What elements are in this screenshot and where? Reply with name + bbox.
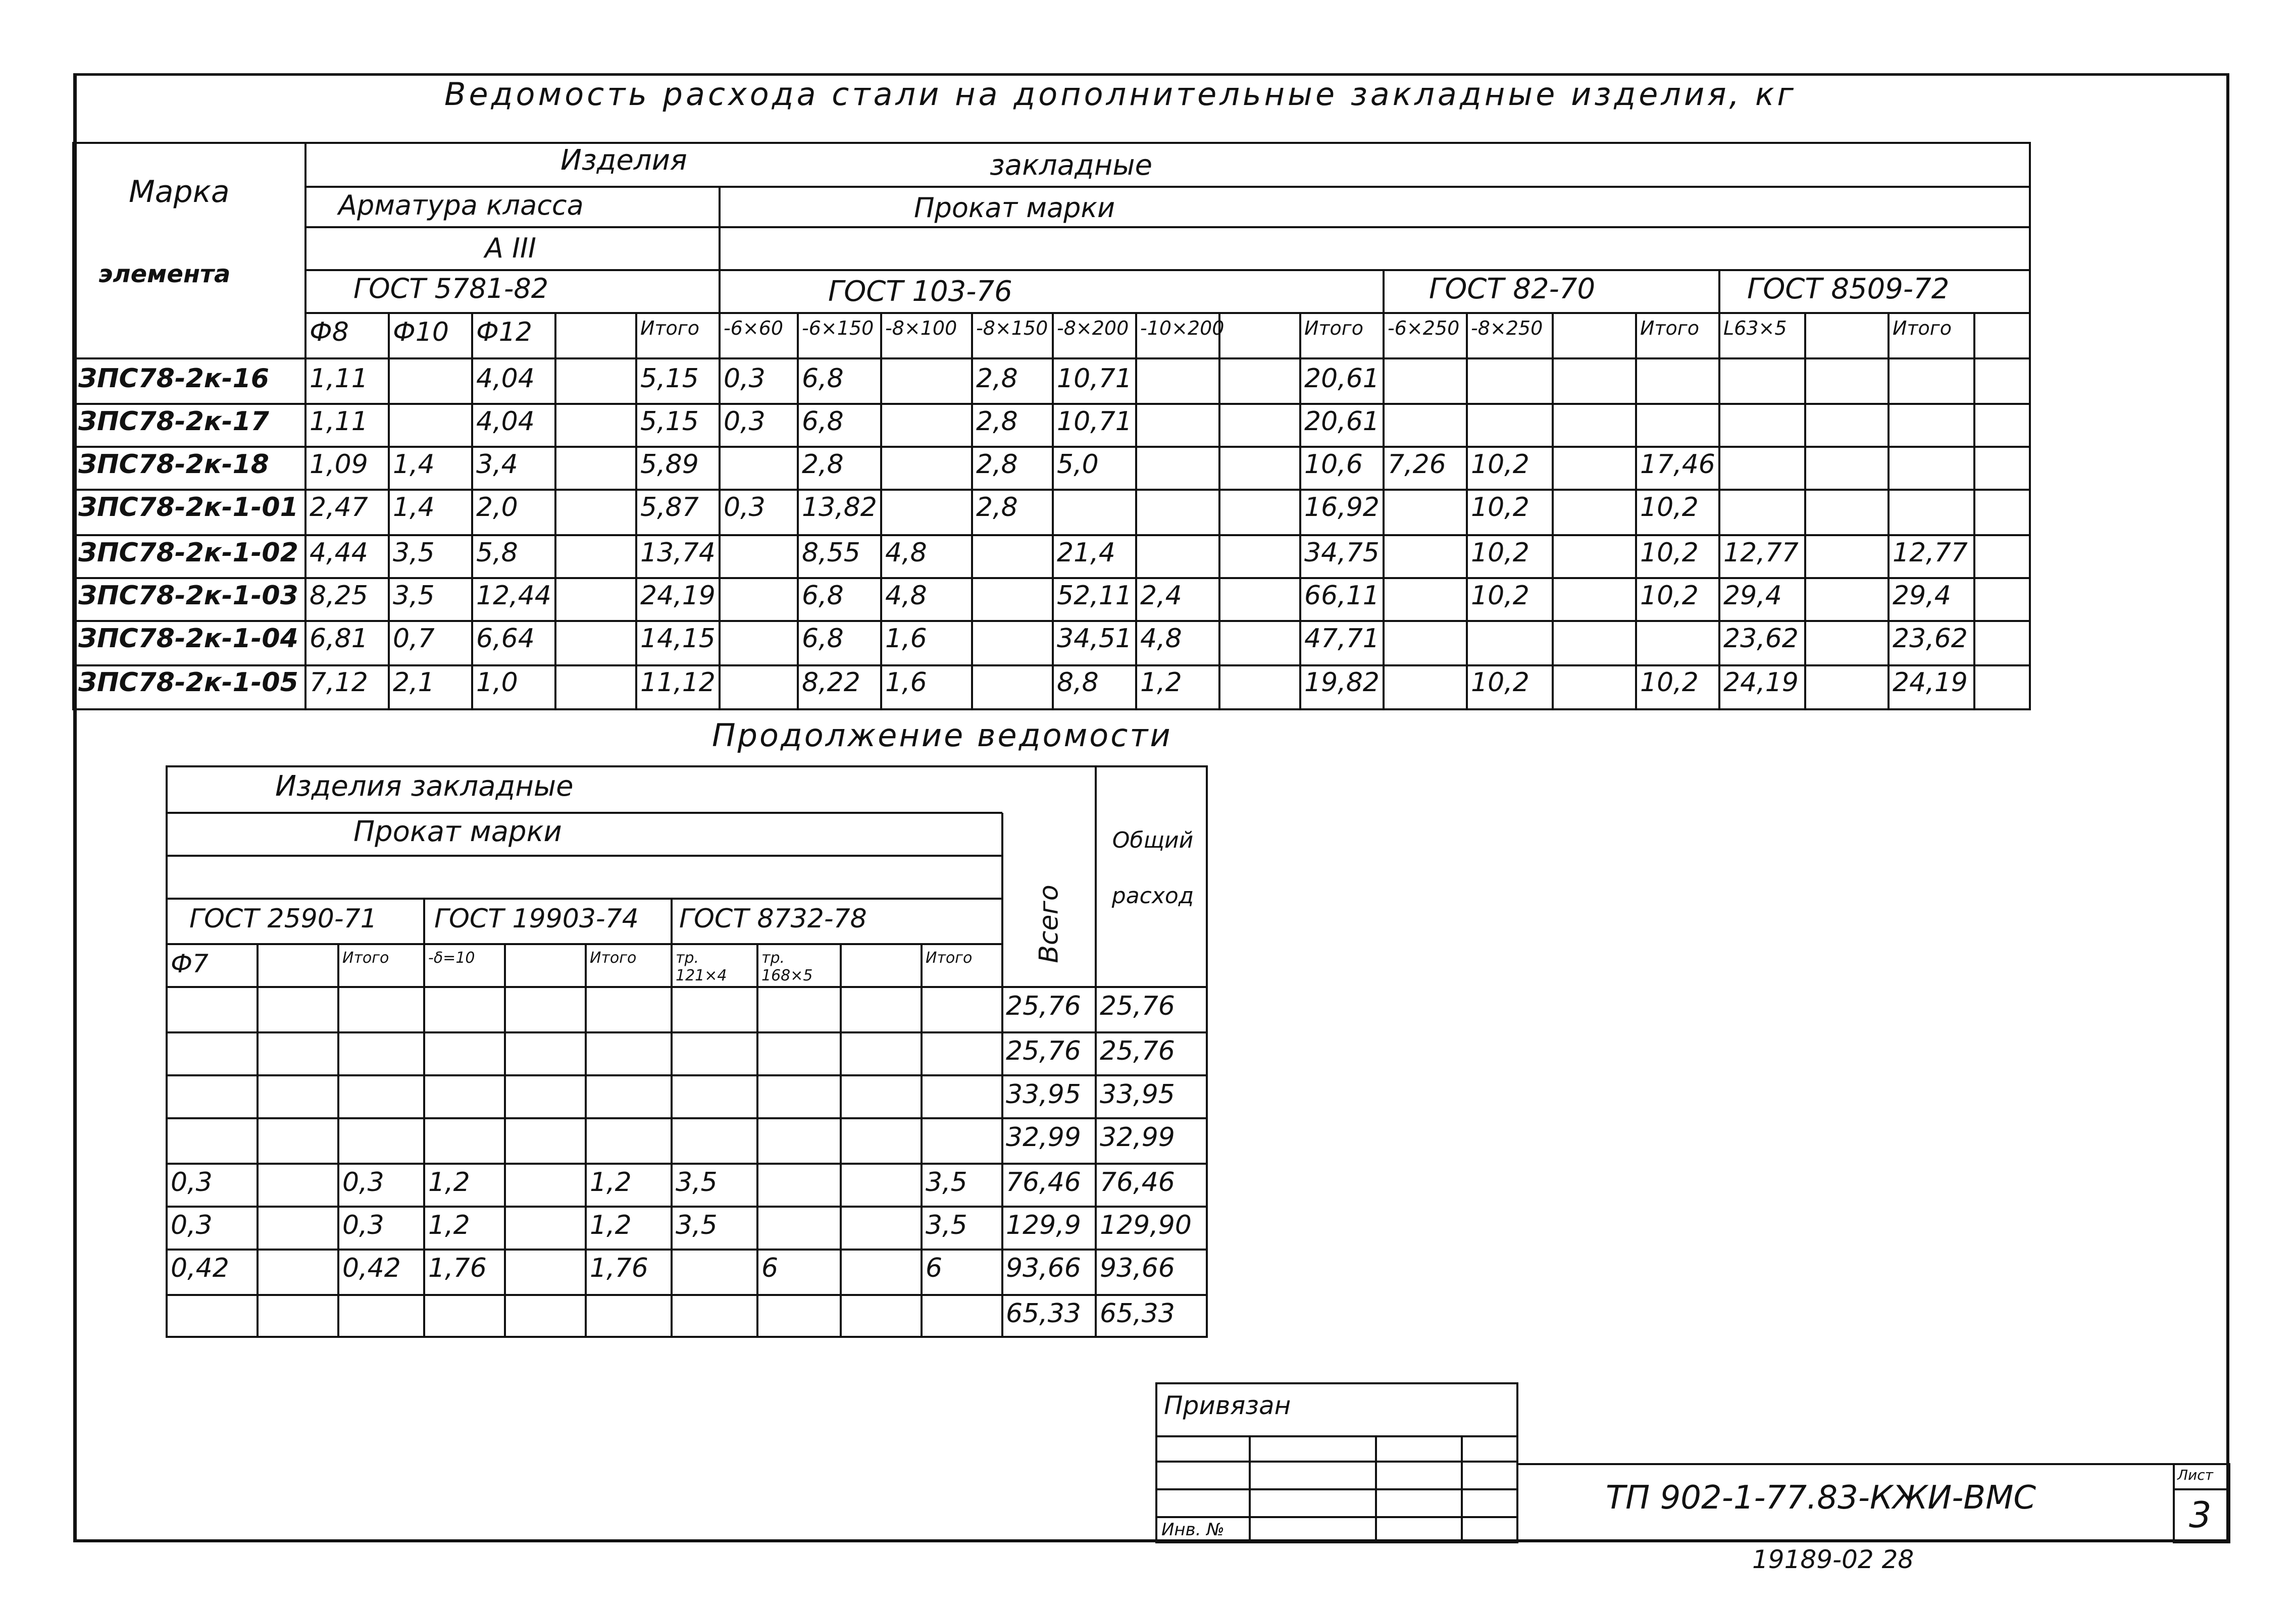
table-cell: 8,25 — [310, 581, 368, 611]
table-cell: 0,3 — [171, 1167, 213, 1198]
main-col-header: -8×150 — [976, 317, 1048, 339]
table-cell: 6,8 — [802, 581, 844, 611]
table-cell: 4,8 — [885, 538, 927, 568]
main-col-header: -10×200 — [1140, 317, 1224, 339]
table-cell: 12,77 — [1723, 538, 1799, 568]
table-cell-total: 65,33 — [1100, 1299, 1175, 1329]
table-cell: 5,15 — [640, 406, 699, 437]
second-header-vsego: Всего — [1034, 885, 1064, 963]
table-cell: 1,11 — [310, 363, 368, 394]
table-cell-vsego: 93,66 — [1006, 1253, 1081, 1283]
main-col-header: L63×5 — [1723, 317, 1787, 339]
table-cell: 10,2 — [1471, 667, 1529, 698]
main-col-header: -6×60 — [724, 317, 784, 339]
table-cell: 20,61 — [1304, 406, 1380, 437]
second-col-header: тр. 121×4 — [676, 949, 727, 984]
second-col-header: Итого — [342, 949, 389, 967]
table-cell: 6,8 — [802, 406, 844, 437]
table-cell: 47,71 — [1304, 624, 1380, 654]
table-cell: 4,8 — [885, 581, 927, 611]
table-cell: 6 — [926, 1253, 943, 1283]
second-header-gost-19903: ГОСТ 19903-74 — [434, 904, 639, 934]
table-cell-vsego: 32,99 — [1006, 1122, 1081, 1153]
table-cell: 0,7 — [393, 624, 435, 654]
table-cell: 13,82 — [802, 492, 877, 523]
header-rolled: Прокат марки — [914, 192, 1115, 224]
table-cell-vsego: 25,76 — [1006, 991, 1081, 1021]
main-col-header: -8×200 — [1057, 317, 1129, 339]
table-cell-vsego: 129,9 — [1006, 1210, 1081, 1240]
table-cell: 3,5 — [393, 538, 435, 568]
table-cell: 24,19 — [1723, 667, 1799, 698]
main-col-header: -8×100 — [885, 317, 957, 339]
table-cell: 6 — [761, 1253, 779, 1283]
table-cell-vsego: 33,95 — [1006, 1079, 1081, 1110]
table-cell: 4,04 — [476, 406, 535, 437]
table-cell: 10,2 — [1640, 492, 1699, 523]
header-element: элемента — [98, 260, 231, 288]
header-gost-8509: ГОСТ 8509-72 — [1747, 273, 1950, 305]
header-marka: Марка — [129, 174, 230, 210]
table-cell-vsego: 65,33 — [1006, 1299, 1081, 1329]
table-cell: 0,3 — [724, 363, 766, 394]
table-cell-total: 129,90 — [1100, 1210, 1192, 1240]
stamp-footer: 19189-02 28 — [1752, 1545, 1914, 1574]
table-cell: 1,2 — [590, 1167, 632, 1198]
page-title: Ведомость расхода стали на дополнительные закладные изделия, кг — [444, 76, 1797, 113]
table-row-mark: ЗПС78-2к-1-05 — [78, 667, 298, 698]
table-cell: 8,22 — [802, 667, 860, 698]
table-cell: 7,26 — [1388, 449, 1446, 480]
table-cell: 10,2 — [1640, 581, 1699, 611]
table-cell: 29,4 — [1723, 581, 1782, 611]
table-cell: 0,3 — [724, 406, 766, 437]
table-cell: 10,2 — [1471, 492, 1529, 523]
table-row-mark: ЗПС78-2к-1-02 — [78, 538, 298, 568]
table-cell: 1,11 — [310, 406, 368, 437]
table-cell: 2,47 — [310, 492, 368, 523]
table-cell: 12,44 — [476, 581, 551, 611]
second-col-header: Итого — [926, 949, 973, 967]
table-cell: 8,8 — [1057, 667, 1099, 698]
table-cell: 1,6 — [885, 667, 927, 698]
table-row-mark: ЗПС78-2к-1-03 — [78, 581, 298, 611]
table-cell: 10,2 — [1471, 449, 1529, 480]
table-row-mark: ЗПС78-2к-1-01 — [78, 492, 298, 523]
header-zakladnye: закладные — [990, 149, 1153, 182]
stamp-privyazan: Привязан — [1164, 1391, 1291, 1420]
table-cell: 2,8 — [976, 492, 1018, 523]
table-cell-total: 25,76 — [1100, 991, 1175, 1021]
table-cell: 4,44 — [310, 538, 368, 568]
table-cell: 5,8 — [476, 538, 518, 568]
table-cell: 10,2 — [1471, 538, 1529, 568]
table-cell: 4,04 — [476, 363, 535, 394]
table-cell: 1,2 — [1140, 667, 1182, 698]
main-col-header: Ф12 — [476, 317, 532, 347]
table-cell: 1,0 — [476, 667, 518, 698]
table-row-mark: ЗПС78-2к-16 — [78, 363, 269, 394]
table-cell: 66,11 — [1304, 581, 1380, 611]
table-cell: 1,2 — [428, 1210, 470, 1240]
table-row-mark: ЗПС78-2к-18 — [78, 449, 269, 480]
main-col-header: Итого — [640, 317, 700, 339]
table-cell: 2,8 — [976, 406, 1018, 437]
table-cell: 24,19 — [1893, 667, 1968, 698]
table-cell: 1,2 — [428, 1167, 470, 1198]
stamp-inv: Инв. № — [1161, 1520, 1224, 1540]
table-cell: 2,0 — [476, 492, 518, 523]
main-col-header: Итого — [1640, 317, 1700, 339]
table-cell: 5,87 — [640, 492, 699, 523]
table-cell: 6,64 — [476, 624, 535, 654]
table-row-mark: ЗПС78-2к-1-04 — [78, 624, 298, 654]
header-gost-103: ГОСТ 103-76 — [828, 275, 1012, 308]
second-header-rolled: Прокат марки — [353, 815, 562, 848]
main-col-header: -8×250 — [1471, 317, 1543, 339]
table-cell: 10,71 — [1057, 406, 1132, 437]
header-gost-82: ГОСТ 82-70 — [1429, 273, 1596, 305]
table-cell: 1,09 — [310, 449, 368, 480]
table-cell-total: 33,95 — [1100, 1079, 1175, 1110]
second-col-header: -δ=10 — [428, 949, 475, 967]
table-cell: 1,4 — [393, 492, 435, 523]
table-cell-total: 32,99 — [1100, 1122, 1175, 1153]
table-cell: 1,6 — [885, 624, 927, 654]
table-cell: 3,5 — [926, 1167, 967, 1198]
table-cell: 0,3 — [724, 492, 766, 523]
table-cell: 16,92 — [1304, 492, 1380, 523]
table-cell: 23,62 — [1723, 624, 1799, 654]
table-cell: 10,2 — [1471, 581, 1529, 611]
table-cell: 10,2 — [1640, 667, 1699, 698]
table-cell: 5,89 — [640, 449, 699, 480]
table-cell: 24,19 — [640, 581, 716, 611]
table-cell: 1,76 — [428, 1253, 487, 1283]
table-cell: 2,8 — [976, 363, 1018, 394]
table-cell-total: 76,46 — [1100, 1167, 1175, 1198]
table-cell: 14,15 — [640, 624, 716, 654]
stamp-sheet-label: Лист — [2177, 1467, 2213, 1483]
second-header-gost-8732: ГОСТ 8732-78 — [679, 904, 867, 934]
table-cell: 17,46 — [1640, 449, 1715, 480]
table-cell: 34,51 — [1057, 624, 1132, 654]
table-cell: 0,42 — [171, 1253, 229, 1283]
table-cell: 34,75 — [1304, 538, 1380, 568]
continuation-title: Продолжение ведомости — [712, 717, 1172, 754]
table-cell: 20,61 — [1304, 363, 1380, 394]
table-cell-vsego: 76,46 — [1006, 1167, 1081, 1198]
header-rebar: Арматура класса — [338, 189, 584, 221]
second-col-header: тр. 168×5 — [761, 949, 813, 984]
table-cell: 3,5 — [926, 1210, 967, 1240]
table-cell: 0,3 — [171, 1210, 213, 1240]
table-cell: 7,12 — [310, 667, 368, 698]
stamp-code: ТП 902-1-77.83-КЖИ-ВМС — [1606, 1479, 2036, 1517]
table-cell: 29,4 — [1893, 581, 1951, 611]
table-cell: 23,62 — [1893, 624, 1968, 654]
table-cell: 5,0 — [1057, 449, 1099, 480]
table-cell: 0,42 — [342, 1253, 401, 1283]
table-cell: 5,15 — [640, 363, 699, 394]
table-cell: 11,12 — [640, 667, 716, 698]
main-col-header: Итого — [1304, 317, 1364, 339]
table-row-mark: ЗПС78-2к-17 — [78, 406, 269, 437]
table-cell: 3,5 — [676, 1210, 718, 1240]
table-cell: 6,81 — [310, 624, 368, 654]
main-col-header: Итого — [1893, 317, 1952, 339]
table-cell: 4,8 — [1140, 624, 1182, 654]
table-cell: 10,6 — [1304, 449, 1363, 480]
table-cell: 6,8 — [802, 624, 844, 654]
table-cell: 6,8 — [802, 363, 844, 394]
table-cell: 19,82 — [1304, 667, 1380, 698]
table-cell: 10,71 — [1057, 363, 1132, 394]
header-rebar-class: А III — [485, 232, 536, 264]
main-col-header: -6×150 — [802, 317, 874, 339]
table-cell-total: 93,66 — [1100, 1253, 1175, 1283]
table-cell: 2,8 — [802, 449, 844, 480]
table-cell: 3,4 — [476, 449, 518, 480]
second-header-gost-2590: ГОСТ 2590-71 — [189, 904, 377, 934]
table-cell: 0,3 — [342, 1210, 384, 1240]
table-cell: 10,2 — [1640, 538, 1699, 568]
table-cell: 3,5 — [393, 581, 435, 611]
table-cell: 12,77 — [1893, 538, 1968, 568]
second-col-header: Ф7 — [171, 949, 209, 978]
table-cell: 21,4 — [1057, 538, 1115, 568]
table-cell-total: 25,76 — [1100, 1036, 1175, 1066]
table-cell: 1,2 — [590, 1210, 632, 1240]
table-cell: 2,1 — [393, 667, 435, 698]
table-cell: 3,5 — [676, 1167, 718, 1198]
table-cell-vsego: 25,76 — [1006, 1036, 1081, 1066]
main-col-header: Ф10 — [393, 317, 449, 347]
table-cell: 1,76 — [590, 1253, 648, 1283]
table-cell: 8,55 — [802, 538, 860, 568]
header-rebar-gost: ГОСТ 5781-82 — [353, 273, 549, 304]
main-col-header: -6×250 — [1388, 317, 1460, 339]
second-header-total: Общий расход — [1111, 827, 1194, 909]
table-cell: 0,3 — [342, 1167, 384, 1198]
table-cell: 1,4 — [393, 449, 435, 480]
table-cell: 2,8 — [976, 449, 1018, 480]
table-cell: 13,74 — [640, 538, 716, 568]
second-header-top: Изделия закладные — [275, 770, 574, 803]
table-cell: 2,4 — [1140, 581, 1182, 611]
second-col-header: Итого — [590, 949, 637, 967]
table-cell: 52,11 — [1057, 581, 1132, 611]
stamp-sheet-number: 3 — [2189, 1494, 2212, 1536]
main-col-header: Ф8 — [310, 317, 349, 347]
header-izdeliya: Изделия — [560, 144, 687, 177]
